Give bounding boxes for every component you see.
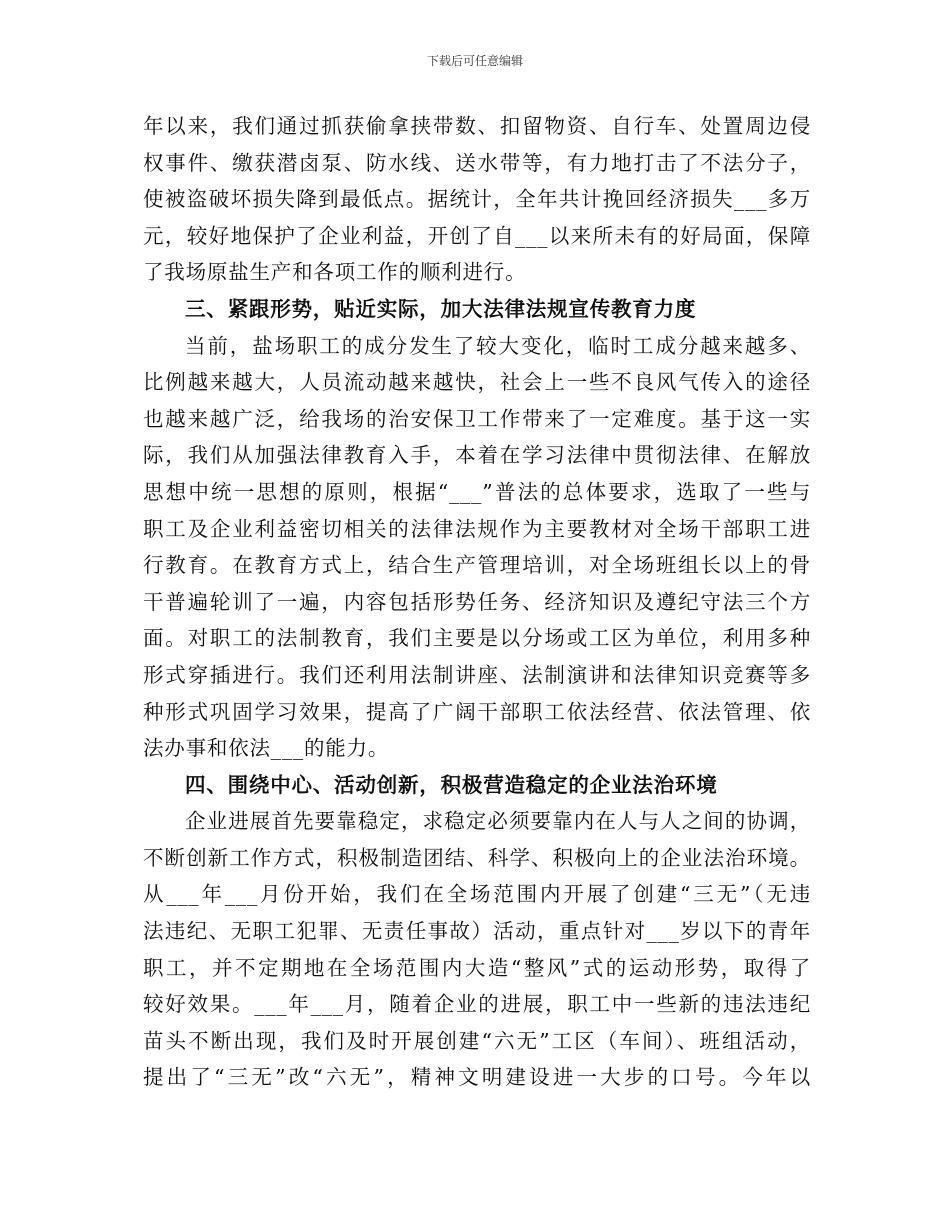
text-line: 面。对职工的法制教育，我们主要是以分场或工区为单位，利用多种 xyxy=(143,626,811,651)
text-line: 了我场原盐生产和各项工作的顺利进行。 xyxy=(143,260,527,285)
heading-line: 三、紧跟形势，贴近实际，加大法律法规宣传教育力度 xyxy=(185,296,697,321)
document-body xyxy=(143,108,811,1096)
text-line: 形式穿插进行。我们还利用法制讲座、法制演讲和法律知识竞赛等多 xyxy=(143,662,811,687)
text-line: 苗头不断出现，我们及时开展创建“六无”工区（车间）、班组活动， xyxy=(143,1028,811,1053)
paragraph xyxy=(143,803,811,1096)
heading-line: 四、围绕中心、活动创新，积极营造稳定的企业法治环境 xyxy=(185,772,718,797)
section-heading xyxy=(143,291,811,328)
paragraph xyxy=(143,328,811,767)
text-line: 提出了“三无”改“六无”，精神文明建设进一大步的口号。今年以 xyxy=(143,1065,811,1090)
text-line: 较好效果。___年___月，随着企业的进展，职工中一些新的违法违纪 xyxy=(143,992,811,1017)
text-line: 职工及企业利益密切相关的法律法规作为主要教材对全场干部职工进 xyxy=(143,516,811,541)
text-line: 职工，并不定期地在全场范围内大造“整风”式的运动形势，取得了 xyxy=(143,955,811,980)
text-line: 年以来，我们通过抓获偷拿挟带数、扣留物资、自行车、处置周边侵 xyxy=(143,114,811,138)
text-line: 从___年___月份开始，我们在全场范围内开展了创建“三无”（无违 xyxy=(143,882,811,907)
text-line: 使被盗破坏损失降到最低点。据统计，全年共计挽回经济损失___多万 xyxy=(143,187,811,212)
text-line: 思想中统一思想的原则，根据“___”普法的总体要求，选取了一些与 xyxy=(143,479,811,504)
page-header: 下载后可任意编辑 xyxy=(426,54,523,68)
text-line: 际，我们从加强法律教育入手，本着在学习法律中贯彻法律、在解放 xyxy=(143,443,811,468)
text-line: 法违纪、无职工犯罪、无责任事故）活动，重点针对___岁以下的青年 xyxy=(143,919,811,944)
section-heading xyxy=(143,767,811,804)
text-line: 也越来越广泛，给我场的治安保卫工作带来了一定难度。基于这一实 xyxy=(143,406,811,431)
text-line: 种形式巩固学习效果，提高了广阔干部职工依法经营、依法管理、依 xyxy=(143,699,811,724)
text-line: 行教育。在教育方式上，结合生产管理培训，对全场班组长以上的骨 xyxy=(143,553,811,578)
text-line: 不断创新工作方式，积极制造团结、科学、积极向上的企业法治环境。 xyxy=(143,845,811,870)
text-line: 当前，盐场职工的成分发生了较大变化，临时工成分越来越多、 xyxy=(185,333,811,358)
text-line: 企业进展首先要靠稳定，求稳定必须要靠内在人与人之间的协调， xyxy=(185,809,811,834)
text-line: 干普遍轮训了一遍，内容包括形势任务、经济知识及遵纪守法三个方 xyxy=(143,589,811,614)
text-line: 元，较好地保护了企业利益，开创了自___以来所未有的好局面，保障 xyxy=(143,223,811,248)
text-line: 权事件、缴获潜卤泵、防水线、送水带等，有力地打击了不法分子， xyxy=(143,150,811,175)
text-line: 比例越来越大，人员流动越来越快，社会上一些不良风气传入的途径 xyxy=(143,370,811,395)
text-line: 法办事和依法___的能力。 xyxy=(143,736,390,761)
paragraph xyxy=(143,108,811,291)
